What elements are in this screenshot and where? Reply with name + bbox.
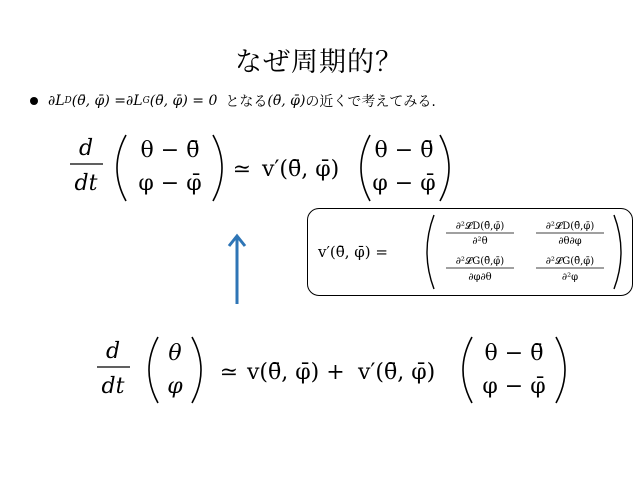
eq2-paren-right2 bbox=[556, 337, 565, 403]
bullet-jp2: の近くで考えてみる. bbox=[305, 94, 436, 110]
a11-den: ∂²θ bbox=[472, 236, 488, 247]
bullet-lhs2: ∂L bbox=[126, 93, 143, 109]
eq2-paren-left bbox=[149, 337, 158, 403]
a21-den: ∂φ∂θ bbox=[468, 272, 492, 283]
bullet-args1: (θ̄, φ̄) = bbox=[71, 93, 127, 109]
a22-num: ∂²𝓛G(θ̄,φ̄) bbox=[545, 256, 595, 267]
slide-title: なぜ周期的？ bbox=[235, 47, 403, 78]
eq2-vec-top: θ bbox=[168, 341, 182, 366]
bullet-args3: (θ̄, φ̄) bbox=[267, 93, 306, 109]
eq2-vec2-bottom: φ − φ̄ bbox=[482, 374, 546, 399]
eq1-vec-top: θ − θ̄ bbox=[140, 138, 200, 163]
eq2-v: v(θ̄, φ̄) + bbox=[247, 360, 345, 385]
a12-den: ∂θ∂φ bbox=[558, 236, 582, 247]
eq1-vec2-top: θ − θ̄ bbox=[374, 138, 434, 163]
eq2-vec2-top: θ − θ̄ bbox=[484, 341, 544, 366]
a22-den: ∂²φ bbox=[561, 272, 579, 283]
card-lhs: v′(θ̄, φ̄) = bbox=[318, 243, 388, 261]
bullet-sub1: D bbox=[64, 96, 72, 106]
eq1-approx: ≃ bbox=[232, 157, 252, 182]
bullet-jp1: となる bbox=[225, 94, 268, 110]
eq2-paren-left2 bbox=[463, 337, 472, 403]
eq2-paren-right bbox=[192, 337, 201, 403]
eq2-dt: dt bbox=[101, 374, 125, 399]
eq1-dt: dt bbox=[74, 171, 98, 196]
bullet-args2: (θ̄, φ̄) = 0 bbox=[149, 93, 218, 109]
eq2-d: d bbox=[105, 339, 121, 364]
eq1-d: d bbox=[78, 136, 94, 161]
a12-num: ∂²𝓛D(θ̄,φ̄) bbox=[545, 221, 595, 232]
bullet-sub2: G bbox=[142, 96, 150, 106]
bullet-lhs1: ∂L bbox=[48, 93, 65, 109]
eq1-jacobian: v′(θ̄, φ̄) bbox=[262, 157, 340, 182]
eq1-vec-bottom: φ − φ̄ bbox=[138, 171, 202, 196]
eq2-vec-bottom: φ bbox=[167, 374, 183, 399]
eq2-jacobian: v′(θ̄, φ̄) bbox=[358, 360, 436, 385]
eq2-approx: ≃ bbox=[219, 360, 239, 385]
a21-num: ∂²𝓛G(θ̄,φ̄) bbox=[455, 256, 505, 267]
a11-num: ∂²𝓛D(θ̄,φ̄) bbox=[455, 221, 505, 232]
eq1-vec2-bottom: φ − φ̄ bbox=[372, 171, 436, 196]
